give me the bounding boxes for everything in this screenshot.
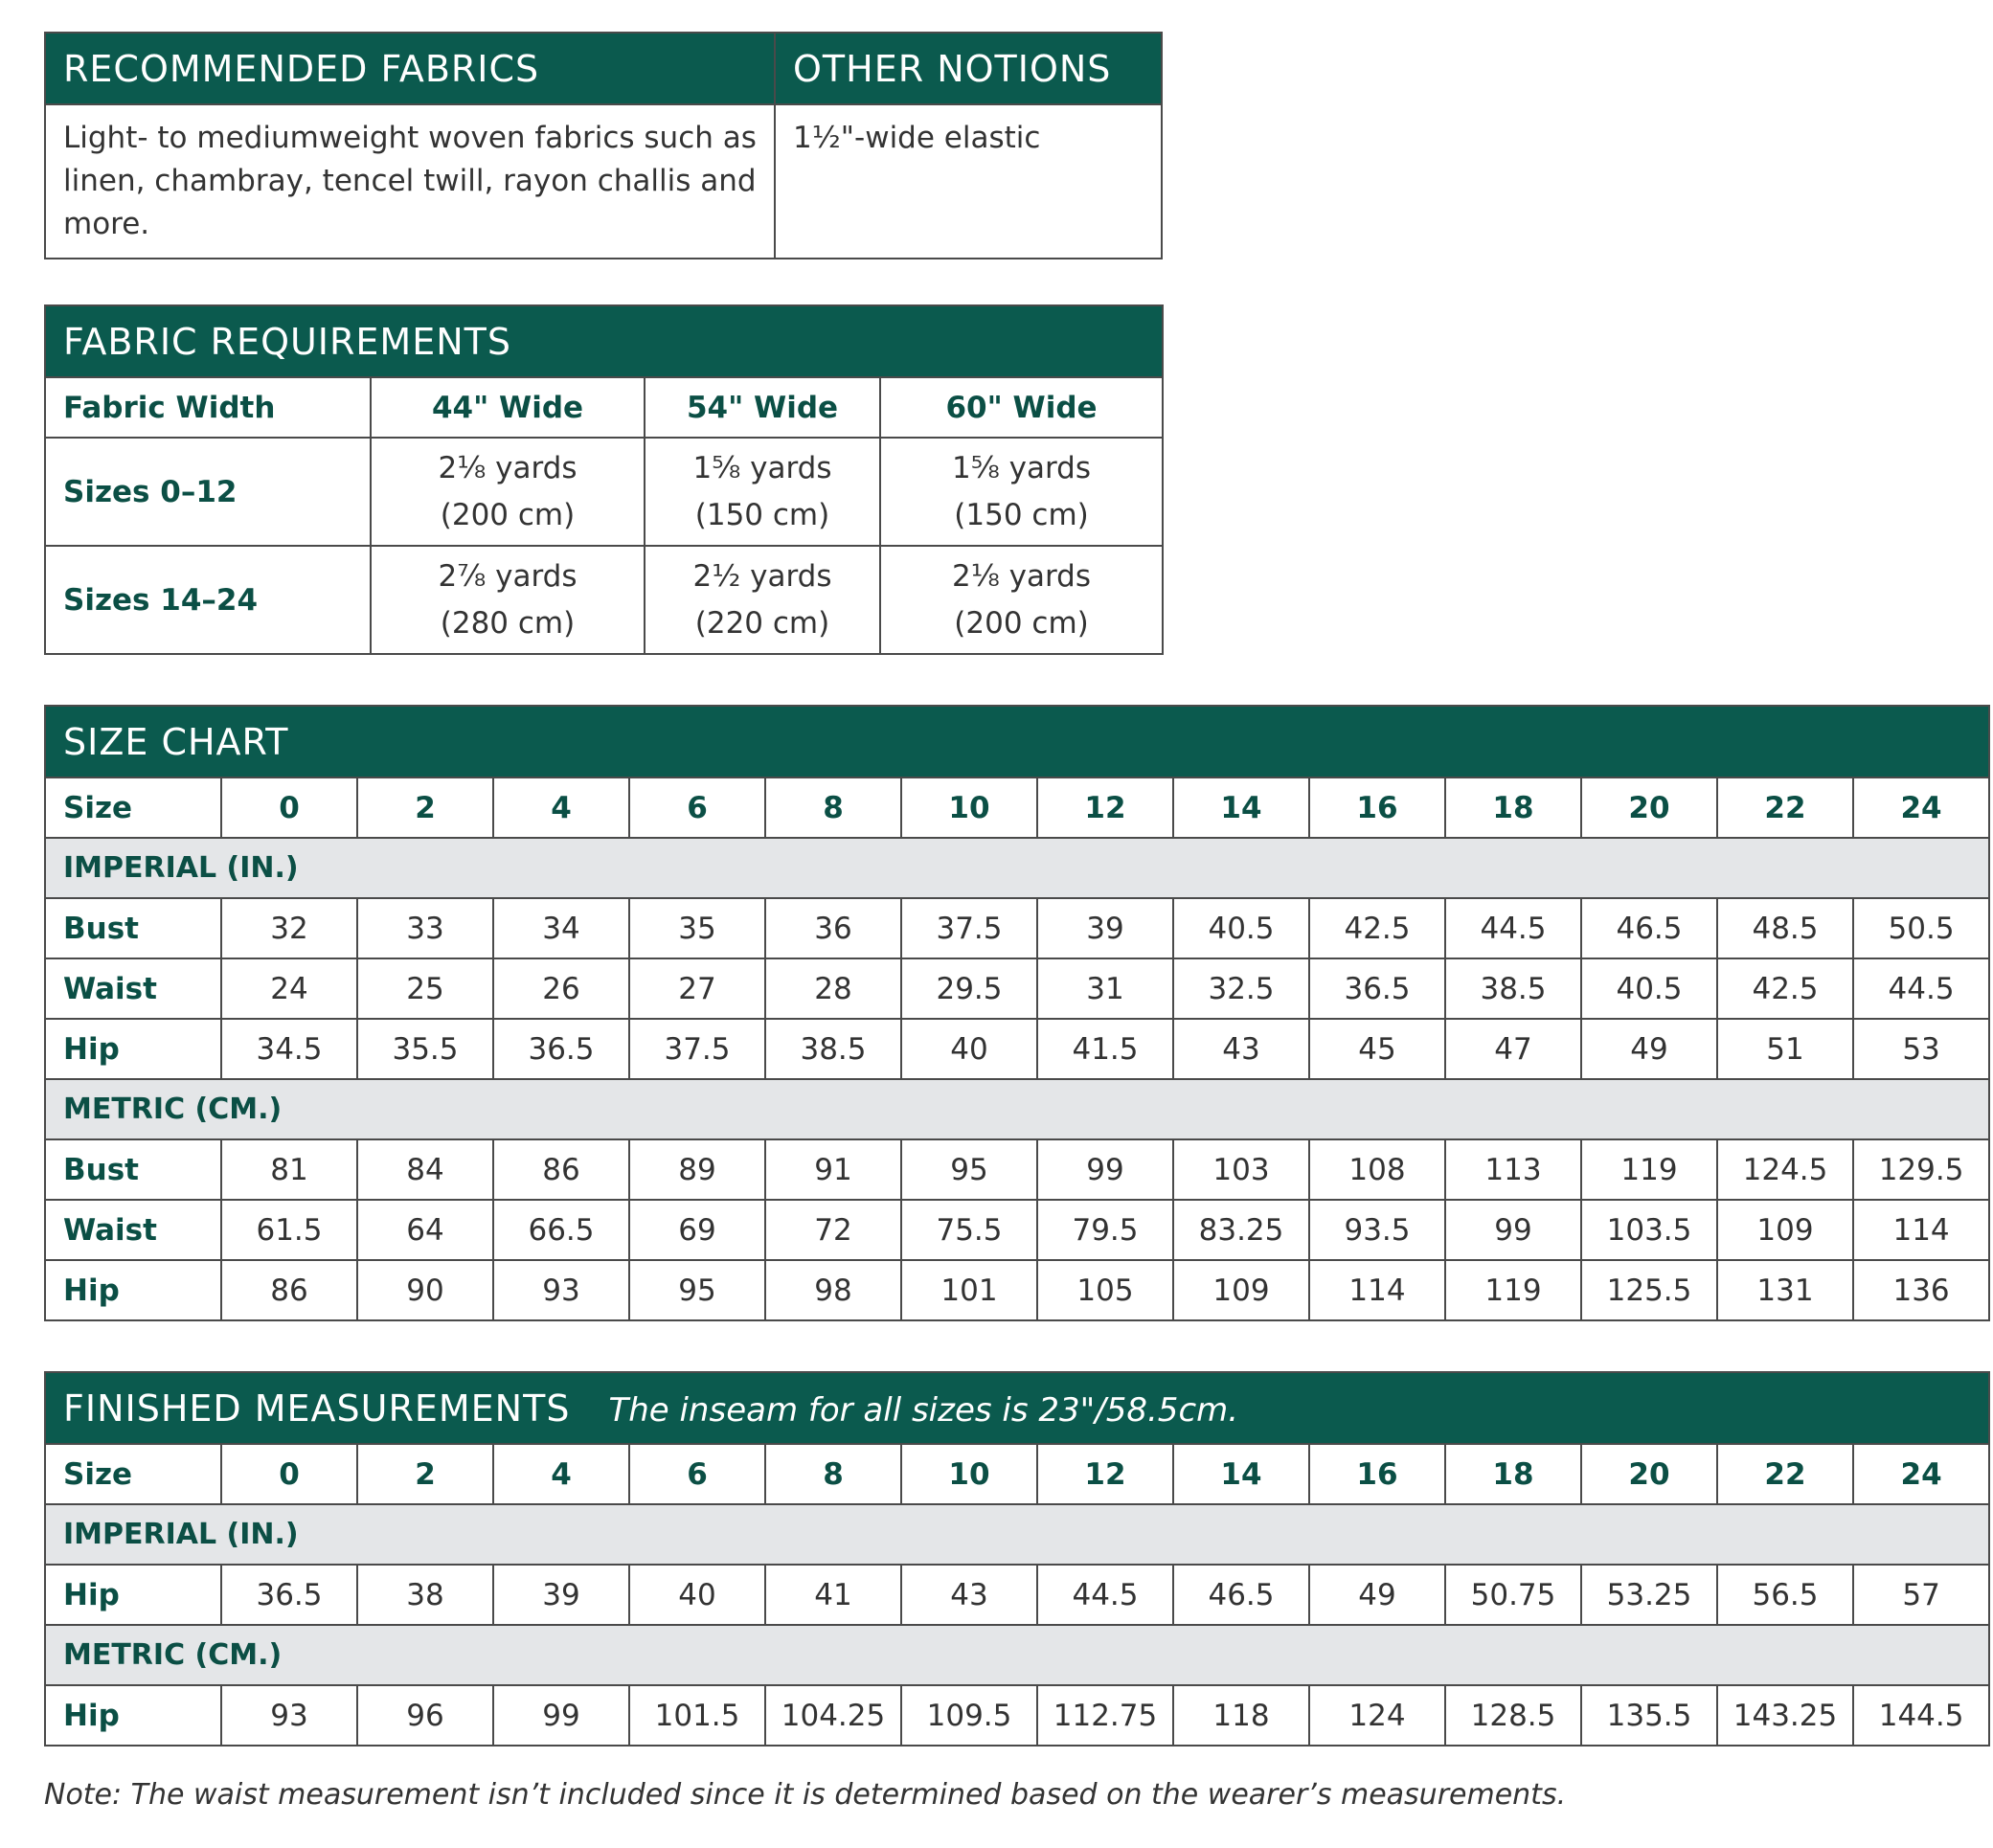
measurement-row xyxy=(45,1019,1989,1079)
measurement-value: 40 xyxy=(629,1565,765,1625)
measurement-value: 64 xyxy=(357,1200,493,1260)
measurement-value: 49 xyxy=(1309,1565,1445,1625)
measurement-value: 128.5 xyxy=(1445,1685,1581,1746)
yardage-cell xyxy=(371,438,645,546)
measurement-value: 42.5 xyxy=(1717,958,1853,1019)
measurement-value: 113 xyxy=(1445,1139,1581,1200)
size-column-header: 6 xyxy=(629,1444,765,1504)
measurement-label: Hip xyxy=(45,1685,221,1746)
measurement-row xyxy=(45,898,1989,958)
measurement-value: 103.5 xyxy=(1581,1200,1717,1260)
size-column-header: 6 xyxy=(629,778,765,838)
size-column-header: 24 xyxy=(1853,1444,1989,1504)
measurement-value: 103 xyxy=(1173,1139,1309,1200)
measurement-value: 24 xyxy=(221,958,357,1019)
size-chart-table xyxy=(44,705,1990,1321)
measurement-value: 38.5 xyxy=(1445,958,1581,1019)
measurement-value: 84 xyxy=(357,1139,493,1200)
width-44-header: 44" Wide xyxy=(371,377,645,438)
size-chart-title-row xyxy=(45,706,1989,778)
measurement-value: 53 xyxy=(1853,1019,1989,1079)
measurement-value: 26 xyxy=(493,958,629,1019)
measurement-value: 27 xyxy=(629,958,765,1019)
recommended-fabrics-table xyxy=(44,32,1163,259)
fabric-requirements-title: FABRIC REQUIREMENTS xyxy=(45,305,1163,377)
measurement-value: 69 xyxy=(629,1200,765,1260)
requirements-row xyxy=(45,438,1163,546)
measurement-row xyxy=(45,1139,1989,1200)
measurement-row xyxy=(45,1565,1989,1625)
measurement-value: 95 xyxy=(901,1139,1037,1200)
metric-subheader: METRIC (CM.) xyxy=(45,1079,1989,1139)
imperial-subheader: IMPERIAL (IN.) xyxy=(45,838,1989,898)
size-column-header: 24 xyxy=(1853,778,1989,838)
measurement-value: 47 xyxy=(1445,1019,1581,1079)
measurement-value: 49 xyxy=(1581,1019,1717,1079)
size-column-header: 12 xyxy=(1037,1444,1173,1504)
measurement-value: 35.5 xyxy=(357,1019,493,1079)
measurement-value: 83.25 xyxy=(1173,1200,1309,1260)
size-column-header: 4 xyxy=(493,778,629,838)
measurement-value: 51 xyxy=(1717,1019,1853,1079)
size-column-header: 20 xyxy=(1581,1444,1717,1504)
other-notions-title: OTHER NOTIONS xyxy=(775,33,1162,104)
measurement-value: 36 xyxy=(765,898,901,958)
yardage-cell xyxy=(645,546,880,654)
measurement-value: 119 xyxy=(1445,1260,1581,1320)
measurement-value: 119 xyxy=(1581,1139,1717,1200)
measurement-value: 50.75 xyxy=(1445,1565,1581,1625)
yards-value: 1⅝ yards xyxy=(692,450,832,485)
size-column-header: 14 xyxy=(1173,1444,1309,1504)
measurement-value: 112.75 xyxy=(1037,1685,1173,1746)
measurement-value: 46.5 xyxy=(1581,898,1717,958)
measurement-value: 108 xyxy=(1309,1139,1445,1200)
measurement-label: Bust xyxy=(45,1139,221,1200)
measurement-value: 44.5 xyxy=(1445,898,1581,958)
measurement-value: 114 xyxy=(1853,1200,1989,1260)
measurement-value: 89 xyxy=(629,1139,765,1200)
measurement-value: 56.5 xyxy=(1717,1565,1853,1625)
cm-value: (220 cm) xyxy=(694,605,830,641)
measurement-row xyxy=(45,1200,1989,1260)
size-column-header: 10 xyxy=(901,778,1037,838)
measurement-value: 101 xyxy=(901,1260,1037,1320)
measurement-value: 25 xyxy=(357,958,493,1019)
measurement-value: 99 xyxy=(493,1685,629,1746)
measurement-value: 29.5 xyxy=(901,958,1037,1019)
measurement-value: 75.5 xyxy=(901,1200,1037,1260)
yardage-cell xyxy=(371,546,645,654)
cm-value: (200 cm) xyxy=(440,497,576,532)
finished-measurements-table xyxy=(44,1371,1990,1747)
metric-subheader: METRIC (CM.) xyxy=(45,1625,1989,1685)
yards-value: 2⅛ yards xyxy=(952,558,1092,594)
measurement-row xyxy=(45,958,1989,1019)
width-60-header: 60" Wide xyxy=(880,377,1163,438)
measurement-value: 40.5 xyxy=(1581,958,1717,1019)
recommended-fabrics-text: Light- to mediumweight woven fabrics such as linen, chambray, tencel twill, rayon challis and more. xyxy=(45,104,775,259)
measurement-value: 43 xyxy=(901,1565,1037,1625)
fabric-width-label: Fabric Width xyxy=(45,377,371,438)
measurement-value: 28 xyxy=(765,958,901,1019)
measurement-value: 32 xyxy=(221,898,357,958)
size-label: Size xyxy=(45,778,221,838)
size-column-header: 0 xyxy=(221,1444,357,1504)
measurement-value: 32.5 xyxy=(1173,958,1309,1019)
measurement-value: 96 xyxy=(357,1685,493,1746)
measurement-value: 41.5 xyxy=(1037,1019,1173,1079)
measurement-value: 124.5 xyxy=(1717,1139,1853,1200)
measurement-value: 37.5 xyxy=(629,1019,765,1079)
measurement-value: 109 xyxy=(1717,1200,1853,1260)
measurement-value: 105 xyxy=(1037,1260,1173,1320)
measurement-value: 95 xyxy=(629,1260,765,1320)
measurement-value: 124 xyxy=(1309,1685,1445,1746)
measurement-value: 93 xyxy=(493,1260,629,1320)
measurement-value: 36.5 xyxy=(221,1565,357,1625)
measurement-value: 31 xyxy=(1037,958,1173,1019)
measurement-value: 86 xyxy=(493,1139,629,1200)
waist-note: Note: The waist measurement isn’t included since it is determined based on the wearer’s measurements. xyxy=(44,1778,1567,1812)
measurement-value: 36.5 xyxy=(1309,958,1445,1019)
measurement-value: 38.5 xyxy=(765,1019,901,1079)
size-column-header: 0 xyxy=(221,778,357,838)
size-column-header: 20 xyxy=(1581,778,1717,838)
measurement-value: 35 xyxy=(629,898,765,958)
measurement-label: Hip xyxy=(45,1019,221,1079)
measurement-value: 109 xyxy=(1173,1260,1309,1320)
measurement-value: 93 xyxy=(221,1685,357,1746)
measurement-value: 125.5 xyxy=(1581,1260,1717,1320)
section-title: FINISHED MEASUREMENTS xyxy=(63,1386,571,1430)
size-column-header: 18 xyxy=(1445,1444,1581,1504)
measurement-value: 114 xyxy=(1309,1260,1445,1320)
measurement-value: 99 xyxy=(1445,1200,1581,1260)
measurement-value: 50.5 xyxy=(1853,898,1989,958)
cm-value: (150 cm) xyxy=(954,497,1089,532)
section-title: SIZE CHART xyxy=(63,720,289,763)
size-column-header: 16 xyxy=(1309,778,1445,838)
measurement-label: Waist xyxy=(45,958,221,1019)
measurement-value: 101.5 xyxy=(629,1685,765,1746)
yards-value: 2⅛ yards xyxy=(438,450,578,485)
other-notions-text: 1½"-wide elastic xyxy=(775,104,1162,259)
measurement-row xyxy=(45,1260,1989,1320)
cm-value: (280 cm) xyxy=(440,605,576,641)
measurement-value: 72 xyxy=(765,1200,901,1260)
row-label: Sizes 14–24 xyxy=(45,546,371,654)
measurement-value: 91 xyxy=(765,1139,901,1200)
row-label: Sizes 0–12 xyxy=(45,438,371,546)
measurement-value: 34.5 xyxy=(221,1019,357,1079)
imperial-subheader: IMPERIAL (IN.) xyxy=(45,1504,1989,1565)
measurement-value: 44.5 xyxy=(1853,958,1989,1019)
measurement-value: 44.5 xyxy=(1037,1565,1173,1625)
measurement-value: 45 xyxy=(1309,1019,1445,1079)
measurement-label: Hip xyxy=(45,1565,221,1625)
measurement-row xyxy=(45,1685,1989,1746)
size-column-header: 8 xyxy=(765,1444,901,1504)
yards-value: 2½ yards xyxy=(692,558,832,594)
size-column-header: 2 xyxy=(357,778,493,838)
measurement-value: 66.5 xyxy=(493,1200,629,1260)
measurement-value: 104.25 xyxy=(765,1685,901,1746)
size-column-header: 12 xyxy=(1037,778,1173,838)
size-column-header: 22 xyxy=(1717,1444,1853,1504)
measurement-label: Hip xyxy=(45,1260,221,1320)
size-column-header: 14 xyxy=(1173,778,1309,838)
measurement-value: 79.5 xyxy=(1037,1200,1173,1260)
finished-measurements-title-row xyxy=(45,1372,1989,1444)
measurement-label: Bust xyxy=(45,898,221,958)
measurement-value: 129.5 xyxy=(1853,1139,1989,1200)
measurement-value: 42.5 xyxy=(1309,898,1445,958)
measurement-value: 46.5 xyxy=(1173,1565,1309,1625)
size-header-row xyxy=(45,1444,1989,1504)
measurement-value: 57 xyxy=(1853,1565,1989,1625)
size-column-header: 18 xyxy=(1445,778,1581,838)
yardage-cell xyxy=(880,546,1163,654)
size-column-header: 2 xyxy=(357,1444,493,1504)
measurement-value: 33 xyxy=(357,898,493,958)
measurement-value: 90 xyxy=(357,1260,493,1320)
measurement-value: 136 xyxy=(1853,1260,1989,1320)
width-54-header: 54" Wide xyxy=(645,377,880,438)
cm-value: (150 cm) xyxy=(694,497,830,532)
size-column-header: 10 xyxy=(901,1444,1037,1504)
inseam-note: The inseam for all sizes is 23"/58.5cm. xyxy=(608,1390,1239,1430)
requirements-row xyxy=(45,546,1163,654)
yardage-cell xyxy=(645,438,880,546)
measurement-value: 41 xyxy=(765,1565,901,1625)
measurement-value: 86 xyxy=(221,1260,357,1320)
measurement-value: 118 xyxy=(1173,1685,1309,1746)
measurement-value: 43 xyxy=(1173,1019,1309,1079)
measurement-value: 36.5 xyxy=(493,1019,629,1079)
measurement-value: 53.25 xyxy=(1581,1565,1717,1625)
yards-value: 1⅝ yards xyxy=(952,450,1092,485)
measurement-value: 40 xyxy=(901,1019,1037,1079)
size-header-row xyxy=(45,778,1989,838)
size-column-header: 22 xyxy=(1717,778,1853,838)
cm-value: (200 cm) xyxy=(954,605,1089,641)
measurement-value: 143.25 xyxy=(1717,1685,1853,1746)
measurement-value: 135.5 xyxy=(1581,1685,1717,1746)
measurement-value: 81 xyxy=(221,1139,357,1200)
measurement-value: 34 xyxy=(493,898,629,958)
measurement-value: 99 xyxy=(1037,1139,1173,1200)
measurement-value: 98 xyxy=(765,1260,901,1320)
measurement-value: 109.5 xyxy=(901,1685,1037,1746)
size-column-header: 4 xyxy=(493,1444,629,1504)
measurement-value: 38 xyxy=(357,1565,493,1625)
recommended-fabrics-title: RECOMMENDED FABRICS xyxy=(45,33,775,104)
measurement-value: 40.5 xyxy=(1173,898,1309,958)
measurement-value: 131 xyxy=(1717,1260,1853,1320)
measurement-value: 39 xyxy=(493,1565,629,1625)
size-label: Size xyxy=(45,1444,221,1504)
measurement-label: Waist xyxy=(45,1200,221,1260)
measurement-value: 61.5 xyxy=(221,1200,357,1260)
yards-value: 2⅞ yards xyxy=(438,558,578,594)
size-column-header: 8 xyxy=(765,778,901,838)
measurement-value: 39 xyxy=(1037,898,1173,958)
measurement-value: 48.5 xyxy=(1717,898,1853,958)
size-column-header: 16 xyxy=(1309,1444,1445,1504)
yardage-cell xyxy=(880,438,1163,546)
measurement-value: 93.5 xyxy=(1309,1200,1445,1260)
measurement-value: 144.5 xyxy=(1853,1685,1989,1746)
fabric-requirements-table xyxy=(44,304,1164,655)
measurement-value: 37.5 xyxy=(901,898,1037,958)
